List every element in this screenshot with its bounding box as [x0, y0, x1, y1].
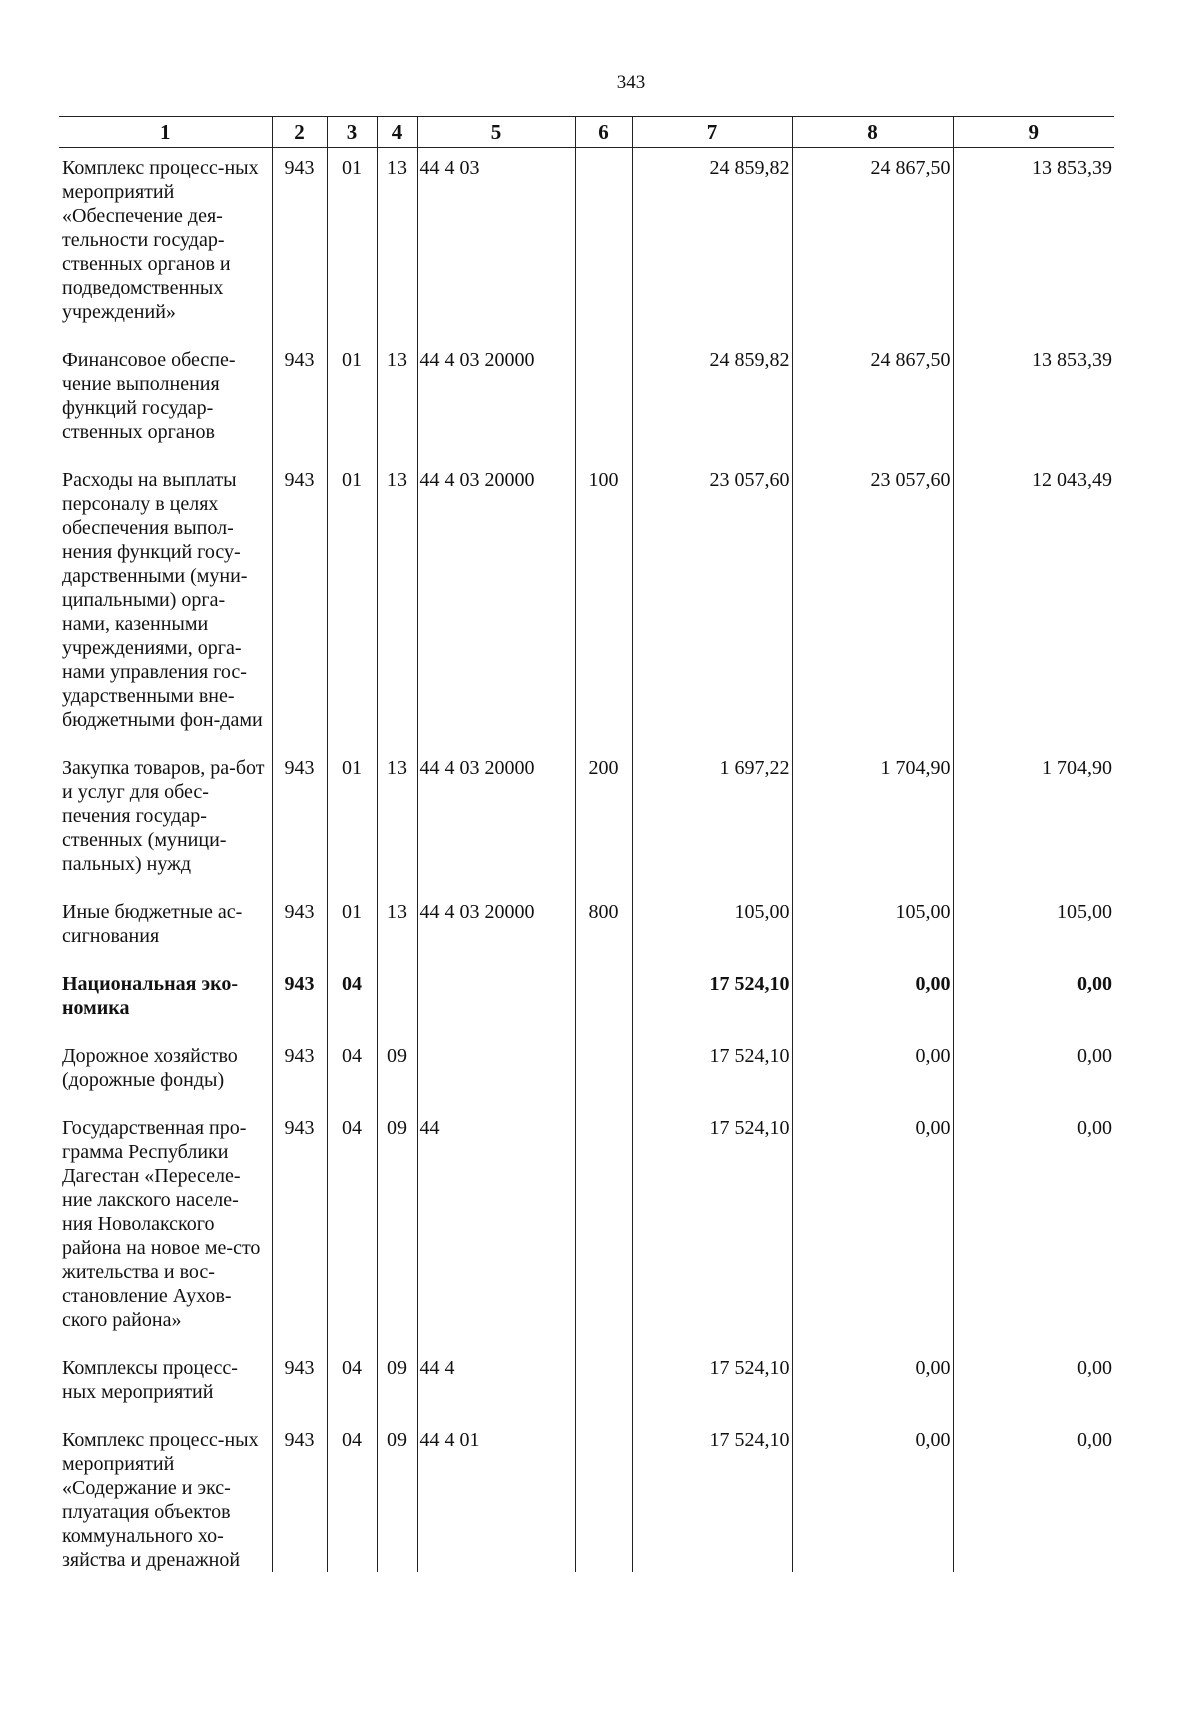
row-amount-col9: 13 853,39 [953, 148, 1114, 341]
row-ministry-code: 943 [272, 340, 327, 460]
row-ministry-code: 943 [272, 1348, 327, 1420]
row-description: Комплекс процесс-ных мероприятий «Содержание и экс-плуатация объектов коммунального хо-зяйства и дренажной [62, 1429, 259, 1571]
row-amount-col8: 0,00 [792, 1036, 953, 1108]
row-section-code: 04 [327, 1036, 377, 1108]
row-amount-col9: 1 704,90 [953, 748, 1114, 892]
row-amount-col8: 24 867,50 [792, 340, 953, 460]
page-number: 343 [616, 72, 646, 93]
table-row [59, 892, 1114, 964]
row-subsection-code: 13 [377, 892, 417, 964]
row-expense-type [575, 1036, 632, 1108]
column-header: 5 [417, 117, 575, 148]
row-ministry-code: 943 [272, 460, 327, 748]
row-target-article: 44 4 03 [417, 148, 575, 341]
row-amount-col9: 0,00 [953, 1420, 1114, 1572]
row-description: Финансовое обеспе-чение выполнения функций государ-ственных органов [62, 349, 236, 443]
row-subsection-code: 09 [377, 1036, 417, 1108]
column-header: 4 [377, 117, 417, 148]
row-amount-col9: 0,00 [953, 964, 1114, 1036]
row-section-code: 01 [327, 748, 377, 892]
row-amount-col9: 0,00 [953, 1036, 1114, 1108]
row-section-code: 04 [327, 1348, 377, 1420]
row-amount-col9: 0,00 [953, 1348, 1114, 1420]
row-expense-type: 800 [575, 892, 632, 964]
row-amount-col7: 1 697,22 [632, 748, 792, 892]
budget-table-container [59, 116, 1114, 1572]
row-target-article: 44 4 01 [417, 1420, 575, 1572]
row-amount-col7: 24 859,82 [632, 340, 792, 460]
row-description: Комплекс процесс-ных мероприятий «Обеспечение дея-тельности государ-ственных органов и подведомственных учреждений» [62, 157, 259, 323]
table-row [59, 1348, 1114, 1420]
row-ministry-code: 943 [272, 148, 327, 341]
table-header-row [59, 117, 1114, 148]
row-amount-col7: 17 524,10 [632, 964, 792, 1036]
table-row [59, 1108, 1114, 1348]
row-amount-col8: 0,00 [792, 1348, 953, 1420]
row-expense-type [575, 1108, 632, 1348]
table-body [59, 148, 1114, 1573]
column-header: 8 [792, 117, 953, 148]
table-row [59, 460, 1114, 748]
row-description: Расходы на выплаты персоналу в целях обеспечения выпол-нения функций госу-дарственными (муни-ципальными) орга-нами, казенными учреждениями, орга-нами управления гос-ударственными вне-бюджетными фон-дами [62, 469, 263, 731]
row-amount-col8: 0,00 [792, 1420, 953, 1572]
table-row [59, 148, 1114, 341]
row-amount-col7: 17 524,10 [632, 1108, 792, 1348]
row-subsection-code [377, 964, 417, 1036]
row-section-code: 04 [327, 1420, 377, 1572]
row-expense-type: 200 [575, 748, 632, 892]
column-header: 3 [327, 117, 377, 148]
row-section-code: 01 [327, 460, 377, 748]
row-expense-type [575, 964, 632, 1036]
row-subsection-code: 13 [377, 748, 417, 892]
row-amount-col8: 0,00 [792, 1108, 953, 1348]
table-row [59, 1420, 1114, 1572]
row-description: Иные бюджетные ас-сигнования [62, 901, 243, 947]
row-ministry-code: 943 [272, 748, 327, 892]
row-description: Комплексы процесс-ных мероприятий [62, 1357, 238, 1403]
row-description: Государственная про-грамма Республики Дагестан «Переселе-ние лакского населе-ния Новолакского района на новое ме-сто жительства и вос-становление Аухов-ского района» [62, 1117, 261, 1331]
row-subsection-code: 09 [377, 1348, 417, 1420]
row-expense-type: 100 [575, 460, 632, 748]
row-amount-col9: 13 853,39 [953, 340, 1114, 460]
row-description: Закупка товаров, ра-бот и услуг для обес-печения государ-ственных (муници-пальных) нужд [62, 757, 265, 875]
column-header: 6 [575, 117, 632, 148]
row-target-article: 44 4 03 20000 [417, 460, 575, 748]
table-row [59, 964, 1114, 1036]
row-subsection-code: 09 [377, 1420, 417, 1572]
row-amount-col7: 24 859,82 [632, 148, 792, 341]
row-amount-col7: 105,00 [632, 892, 792, 964]
row-subsection-code: 13 [377, 340, 417, 460]
row-subsection-code: 13 [377, 148, 417, 341]
row-description: Дорожное хозяйство (дорожные фонды) [62, 1045, 238, 1091]
row-target-article: 44 4 03 20000 [417, 748, 575, 892]
column-header: 2 [272, 117, 327, 148]
row-target-article: 44 [417, 1108, 575, 1348]
row-ministry-code: 943 [272, 1108, 327, 1348]
row-ministry-code: 943 [272, 892, 327, 964]
row-section-code: 01 [327, 892, 377, 964]
row-section-code: 01 [327, 148, 377, 341]
row-amount-col8: 1 704,90 [792, 748, 953, 892]
budget-table [59, 116, 1114, 1572]
row-ministry-code: 943 [272, 1420, 327, 1572]
row-amount-col8: 105,00 [792, 892, 953, 964]
row-expense-type [575, 148, 632, 341]
row-description: Национальная эко-номика [62, 973, 239, 1019]
row-ministry-code: 943 [272, 964, 327, 1036]
row-amount-col7: 17 524,10 [632, 1036, 792, 1108]
column-header: 7 [632, 117, 792, 148]
row-target-article: 44 4 [417, 1348, 575, 1420]
row-amount-col7: 17 524,10 [632, 1420, 792, 1572]
row-target-article: 44 4 03 20000 [417, 340, 575, 460]
column-header: 1 [59, 117, 272, 148]
row-target-article [417, 964, 575, 1036]
row-section-code: 04 [327, 1108, 377, 1348]
table-row [59, 748, 1114, 892]
row-amount-col7: 17 524,10 [632, 1348, 792, 1420]
row-ministry-code: 943 [272, 1036, 327, 1108]
row-amount-col9: 0,00 [953, 1108, 1114, 1348]
row-amount-col8: 24 867,50 [792, 148, 953, 341]
row-expense-type [575, 1420, 632, 1572]
row-amount-col7: 23 057,60 [632, 460, 792, 748]
table-row [59, 340, 1114, 460]
row-subsection-code: 09 [377, 1108, 417, 1348]
row-subsection-code: 13 [377, 460, 417, 748]
row-target-article: 44 4 03 20000 [417, 892, 575, 964]
row-amount-col8: 23 057,60 [792, 460, 953, 748]
row-amount-col8: 0,00 [792, 964, 953, 1036]
row-amount-col9: 105,00 [953, 892, 1114, 964]
row-amount-col9: 12 043,49 [953, 460, 1114, 748]
row-target-article [417, 1036, 575, 1108]
table-row [59, 1036, 1114, 1108]
row-section-code: 01 [327, 340, 377, 460]
row-expense-type [575, 340, 632, 460]
row-section-code: 04 [327, 964, 377, 1036]
column-header: 9 [953, 117, 1114, 148]
row-expense-type [575, 1348, 632, 1420]
